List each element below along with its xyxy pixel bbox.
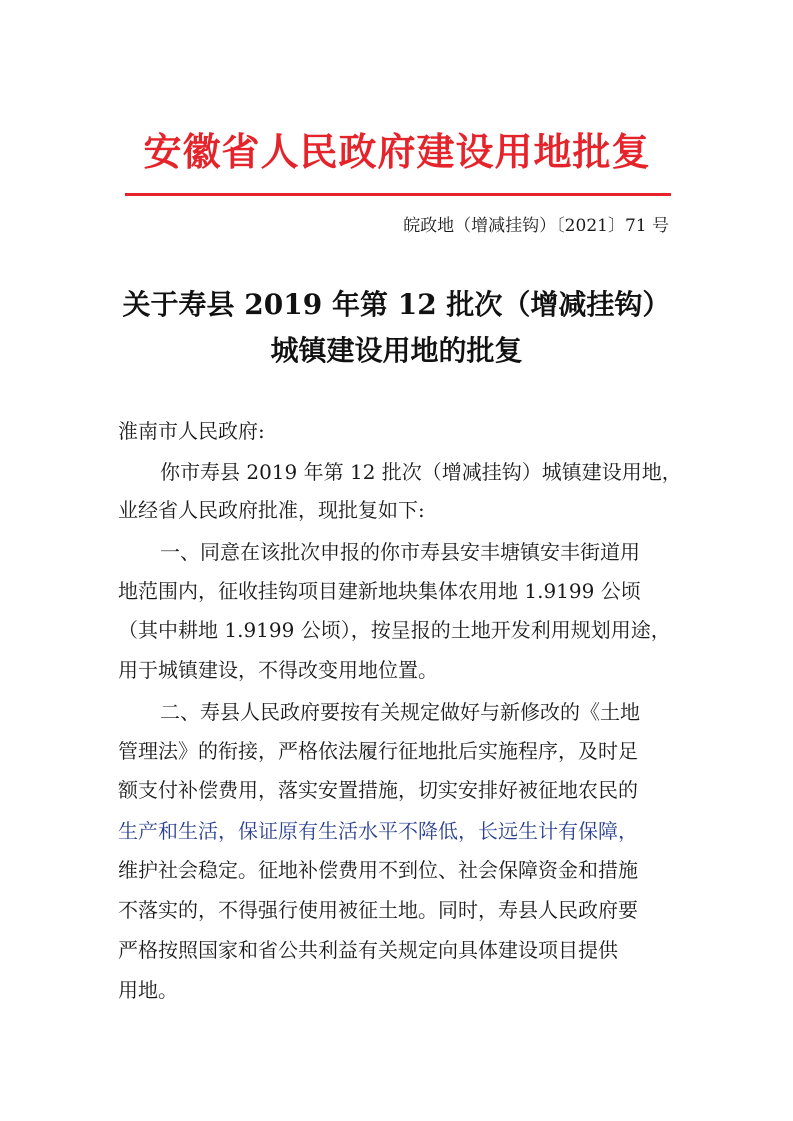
body-line: 管理法》的衔接，严格依法履行征地批后实施程序，及时足	[118, 739, 638, 763]
document-title-line-2: 城镇建设用地的批复	[270, 334, 523, 367]
body-line: 业经省人民政府批准，现批复如下:	[118, 498, 425, 522]
body-line: （其中耕地 1.9199 公顷），按呈报的土地开发利用规划用途，	[118, 618, 671, 642]
body-line: 地范围内，征收挂钩项目建新地块集体农用地 1.9199 公顷	[118, 579, 641, 603]
body-line: 你市寿县 2019 年第 12 批次（增减挂钩）城镇建设用地，	[160, 460, 682, 484]
body-line: 维护社会稳定。征地补偿费用不到位、社会保障资金和措施	[118, 858, 638, 882]
addressee: 淮南市人民政府:	[118, 419, 265, 443]
body-line: 用地。	[118, 978, 178, 1002]
document-title-line-1: 关于寿县 2019 年第 12 批次（增减挂钩）	[122, 288, 671, 321]
body-line: 用于城镇建设，不得改变用地位置。	[118, 658, 438, 682]
body-line: 生产和生活，保证原有生活水平不降低，长远生计有保障，	[118, 819, 638, 843]
body-line: 额支付补偿费用，落实安置措施，切实安排好被征地农民的	[118, 778, 638, 802]
body-line: 不落实的，不得强行使用被征土地。同时，寿县人民政府要	[118, 898, 638, 922]
document-header-title: 安徽省人民政府建设用地批复	[143, 129, 651, 174]
header-red-rule	[125, 193, 671, 196]
document-number: 皖政地（增减挂钩）〔2021〕71 号	[403, 216, 669, 236]
body-line: 严格按照国家和省公共利益有关规定向具体建设项目提供	[118, 938, 618, 962]
body-line: 一、同意在该批次申报的你市寿县安丰塘镇安丰街道用	[160, 540, 640, 564]
body-line: 二、寿县人民政府要按有关规定做好与新修改的《土地	[160, 700, 640, 724]
